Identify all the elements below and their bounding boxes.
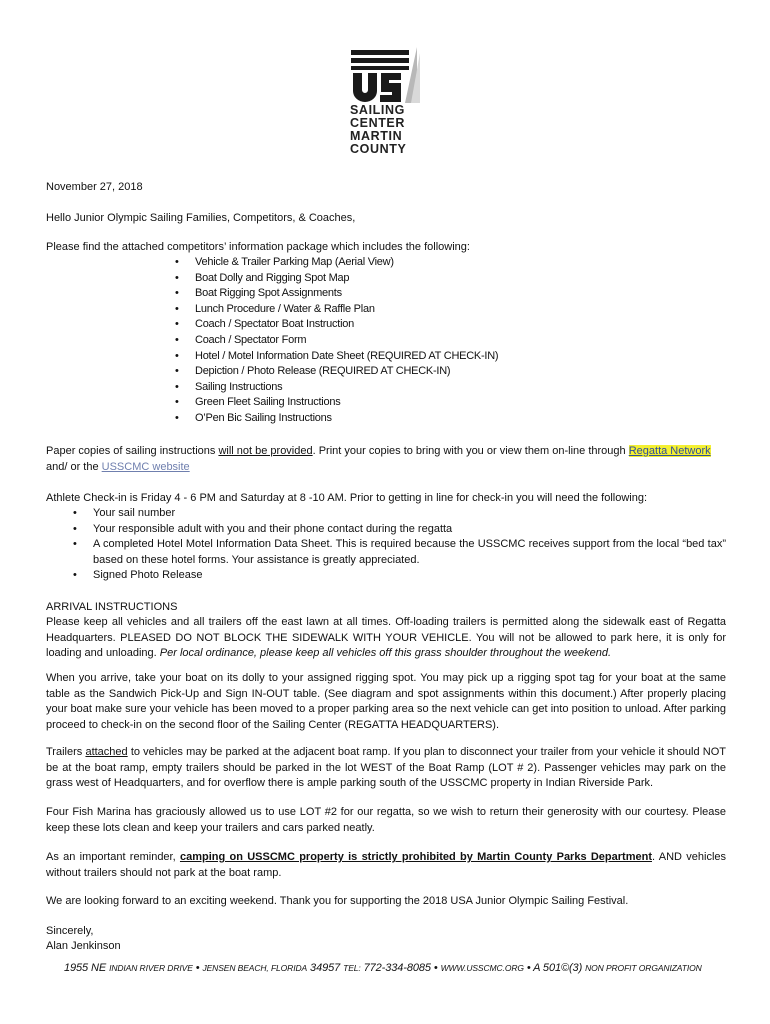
arrival-heading: ARRIVAL INSTRUCTIONS xyxy=(46,601,178,613)
list-item: • Vehicle & Trailer Parking Map (Aerial View) xyxy=(195,255,715,271)
reminder-text-1: As an important reminder, xyxy=(46,851,180,863)
arrival-text: Please keep all vehicles and all trailers off the east lawn at all times. Off-loading trailers is permitted along the sidewalk east of Regatta Headquarters. PLEASED DO NOT BLOCK THE SIDEWALK WITH YOUR VEHICLE. You will not be allowed to park here, it is only for loading and unloading. xyxy=(46,616,726,660)
list-item: • Hotel / Motel Information Date Sheet (REQUIRED AT CHECK-IN) xyxy=(195,349,715,365)
footer-street: INDIAN RIVER DRIVE xyxy=(109,963,193,973)
arrival-ordinance: Per local ordinance, please keep all vehicles off this grass shoulder throughout the weekend. xyxy=(159,647,612,660)
paper-copies-paragraph xyxy=(46,444,726,475)
arrival-paragraph xyxy=(46,615,726,662)
footer-street-number: 1955 NE xyxy=(64,962,110,974)
list-item: • Sailing Instructions xyxy=(195,380,715,396)
trailers-text-2: to vehicles may be parked at the adjacent boat ramp. If you plan to disconnect your trailer from your vehicle it should NOT be at the boat ramp, empty trailers should be parked in the lot WEST of the Boat Ramp (LOT # 2). Passenger vehicles may park on the grass west of Headquarters, and for overflow there is ample parking south of the USSCMC property in Indian Riverside Park. xyxy=(46,746,726,790)
list-item: • Boat Rigging Spot Assignments xyxy=(195,286,715,302)
paper-text-2: . Print your copies to bring with you or view them on-line through xyxy=(312,445,629,457)
logo-line-center: CENTER xyxy=(350,116,405,130)
list-item: • Green Fleet Sailing Instructions xyxy=(195,395,715,411)
arrive-paragraph: When you arrive, take your boat on its dolly to your assigned rigging spot. You may pick up a rigging spot tag for your boat at the same table as the Sandwich Pick-Up and Sign IN-OUT table. (See diagram and spot assignments within this document.) After properly placing your boat make sure your vehicle has been moved to a proper parking area so the next vehicle can get into position to unload. After parking proceed to check-in on the second floor of the Sailing Center (REGATTA HEADQUARTERS). xyxy=(46,672,726,731)
trailers-emphasis: attached xyxy=(85,746,128,758)
list-item: • Depiction / Photo Release (REQUIRED AT CHECK-IN) xyxy=(195,364,715,380)
usscmc-website-link[interactable]: USSCMC website xyxy=(101,460,190,473)
logo-wordmark xyxy=(350,104,406,156)
footer-tel-label: TEL: xyxy=(343,963,361,973)
reminder-text-2: . AND vehicles without trailers should not park at the boat ramp. xyxy=(46,851,727,879)
list-item: • Coach / Spectator Form xyxy=(195,333,715,349)
list-item: • O’Pen Bic Sailing Instructions xyxy=(195,411,715,427)
trailers-text-1: Trailers xyxy=(46,746,86,758)
list-item: • Signed Photo Release xyxy=(93,568,726,584)
footer-city: JENSEN BEACH, FLORIDA xyxy=(202,963,308,973)
letter-date: November 27, 2018 xyxy=(46,181,143,193)
usscmc-logo xyxy=(347,45,427,170)
reminder-emphasis: camping on USSCMC property is strictly prohibited by Martin County Parks Department xyxy=(179,851,652,863)
package-list xyxy=(195,255,715,427)
footer-org-type: NON PROFIT ORGANIZATION xyxy=(585,963,702,973)
package-intro: Please find the attached competitors’ information package which includes the following: xyxy=(46,241,470,253)
trailers-paragraph xyxy=(46,745,726,792)
list-item: • Your sail number xyxy=(93,506,726,522)
paper-text-3: and/ or the xyxy=(46,460,102,473)
greeting: Hello Junior Olympic Sailing Families, Competitors, & Coaches, xyxy=(46,212,356,224)
list-item: • Your responsible adult with you and their phone contact during the regatta xyxy=(93,522,726,538)
list-item: • A completed Hotel Motel Information Data Sheet. This is required because the USSCMC receives support from the local “bed tax” based on these hotel forms. Your assistance is greatly appreciated. xyxy=(93,537,726,568)
footer-501c3: • A 501©(3) xyxy=(523,962,586,974)
marina-paragraph: Four Fish Marina has graciously allowed us to use LOT #2 for our regatta, so we wish to return their generosity with our courtesy. Please keep these lots clean and keep your trailers and cars parked neatly. xyxy=(46,806,726,834)
list-item: • Lunch Procedure / Water & Raffle Plan xyxy=(195,302,715,318)
checkin-intro: Athlete Check-in is Friday 4 - 6 PM and Saturday at 8 -10 AM. Prior to getting in line for check-in you will need the following: xyxy=(46,492,648,504)
footer-address xyxy=(64,962,702,974)
checkin-list xyxy=(93,506,726,584)
paper-emphasis: will not be provided xyxy=(218,445,313,457)
signer-name: Alan Jenkinson xyxy=(46,940,121,952)
sail-logo-mark xyxy=(347,45,427,105)
reminder-paragraph xyxy=(46,850,726,881)
footer-zip: 34957 xyxy=(307,962,344,974)
list-item: • Boat Dolly and Rigging Spot Map xyxy=(195,271,715,287)
logo-line-martin: MARTIN xyxy=(350,129,403,143)
logo-line-county: COUNTY xyxy=(350,142,407,156)
footer-phone: 772-334-8085 • xyxy=(360,962,441,974)
signoff: Sincerely, xyxy=(46,925,94,937)
paper-text-1: Paper copies of sailing instructions xyxy=(46,445,219,457)
logo-line-sailing: SAILING xyxy=(350,103,405,117)
closing-paragraph: We are looking forward to an exciting weekend. Thank you for supporting the 2018 USA Junior Olympic Sailing Festival. xyxy=(46,895,629,907)
list-item: • Coach / Spectator Boat Instruction xyxy=(195,317,715,333)
regatta-network-link[interactable]: Regatta Network xyxy=(628,445,711,457)
footer-sep: • xyxy=(192,962,203,974)
footer-website: WWW.USSCMC.ORG xyxy=(440,963,524,973)
